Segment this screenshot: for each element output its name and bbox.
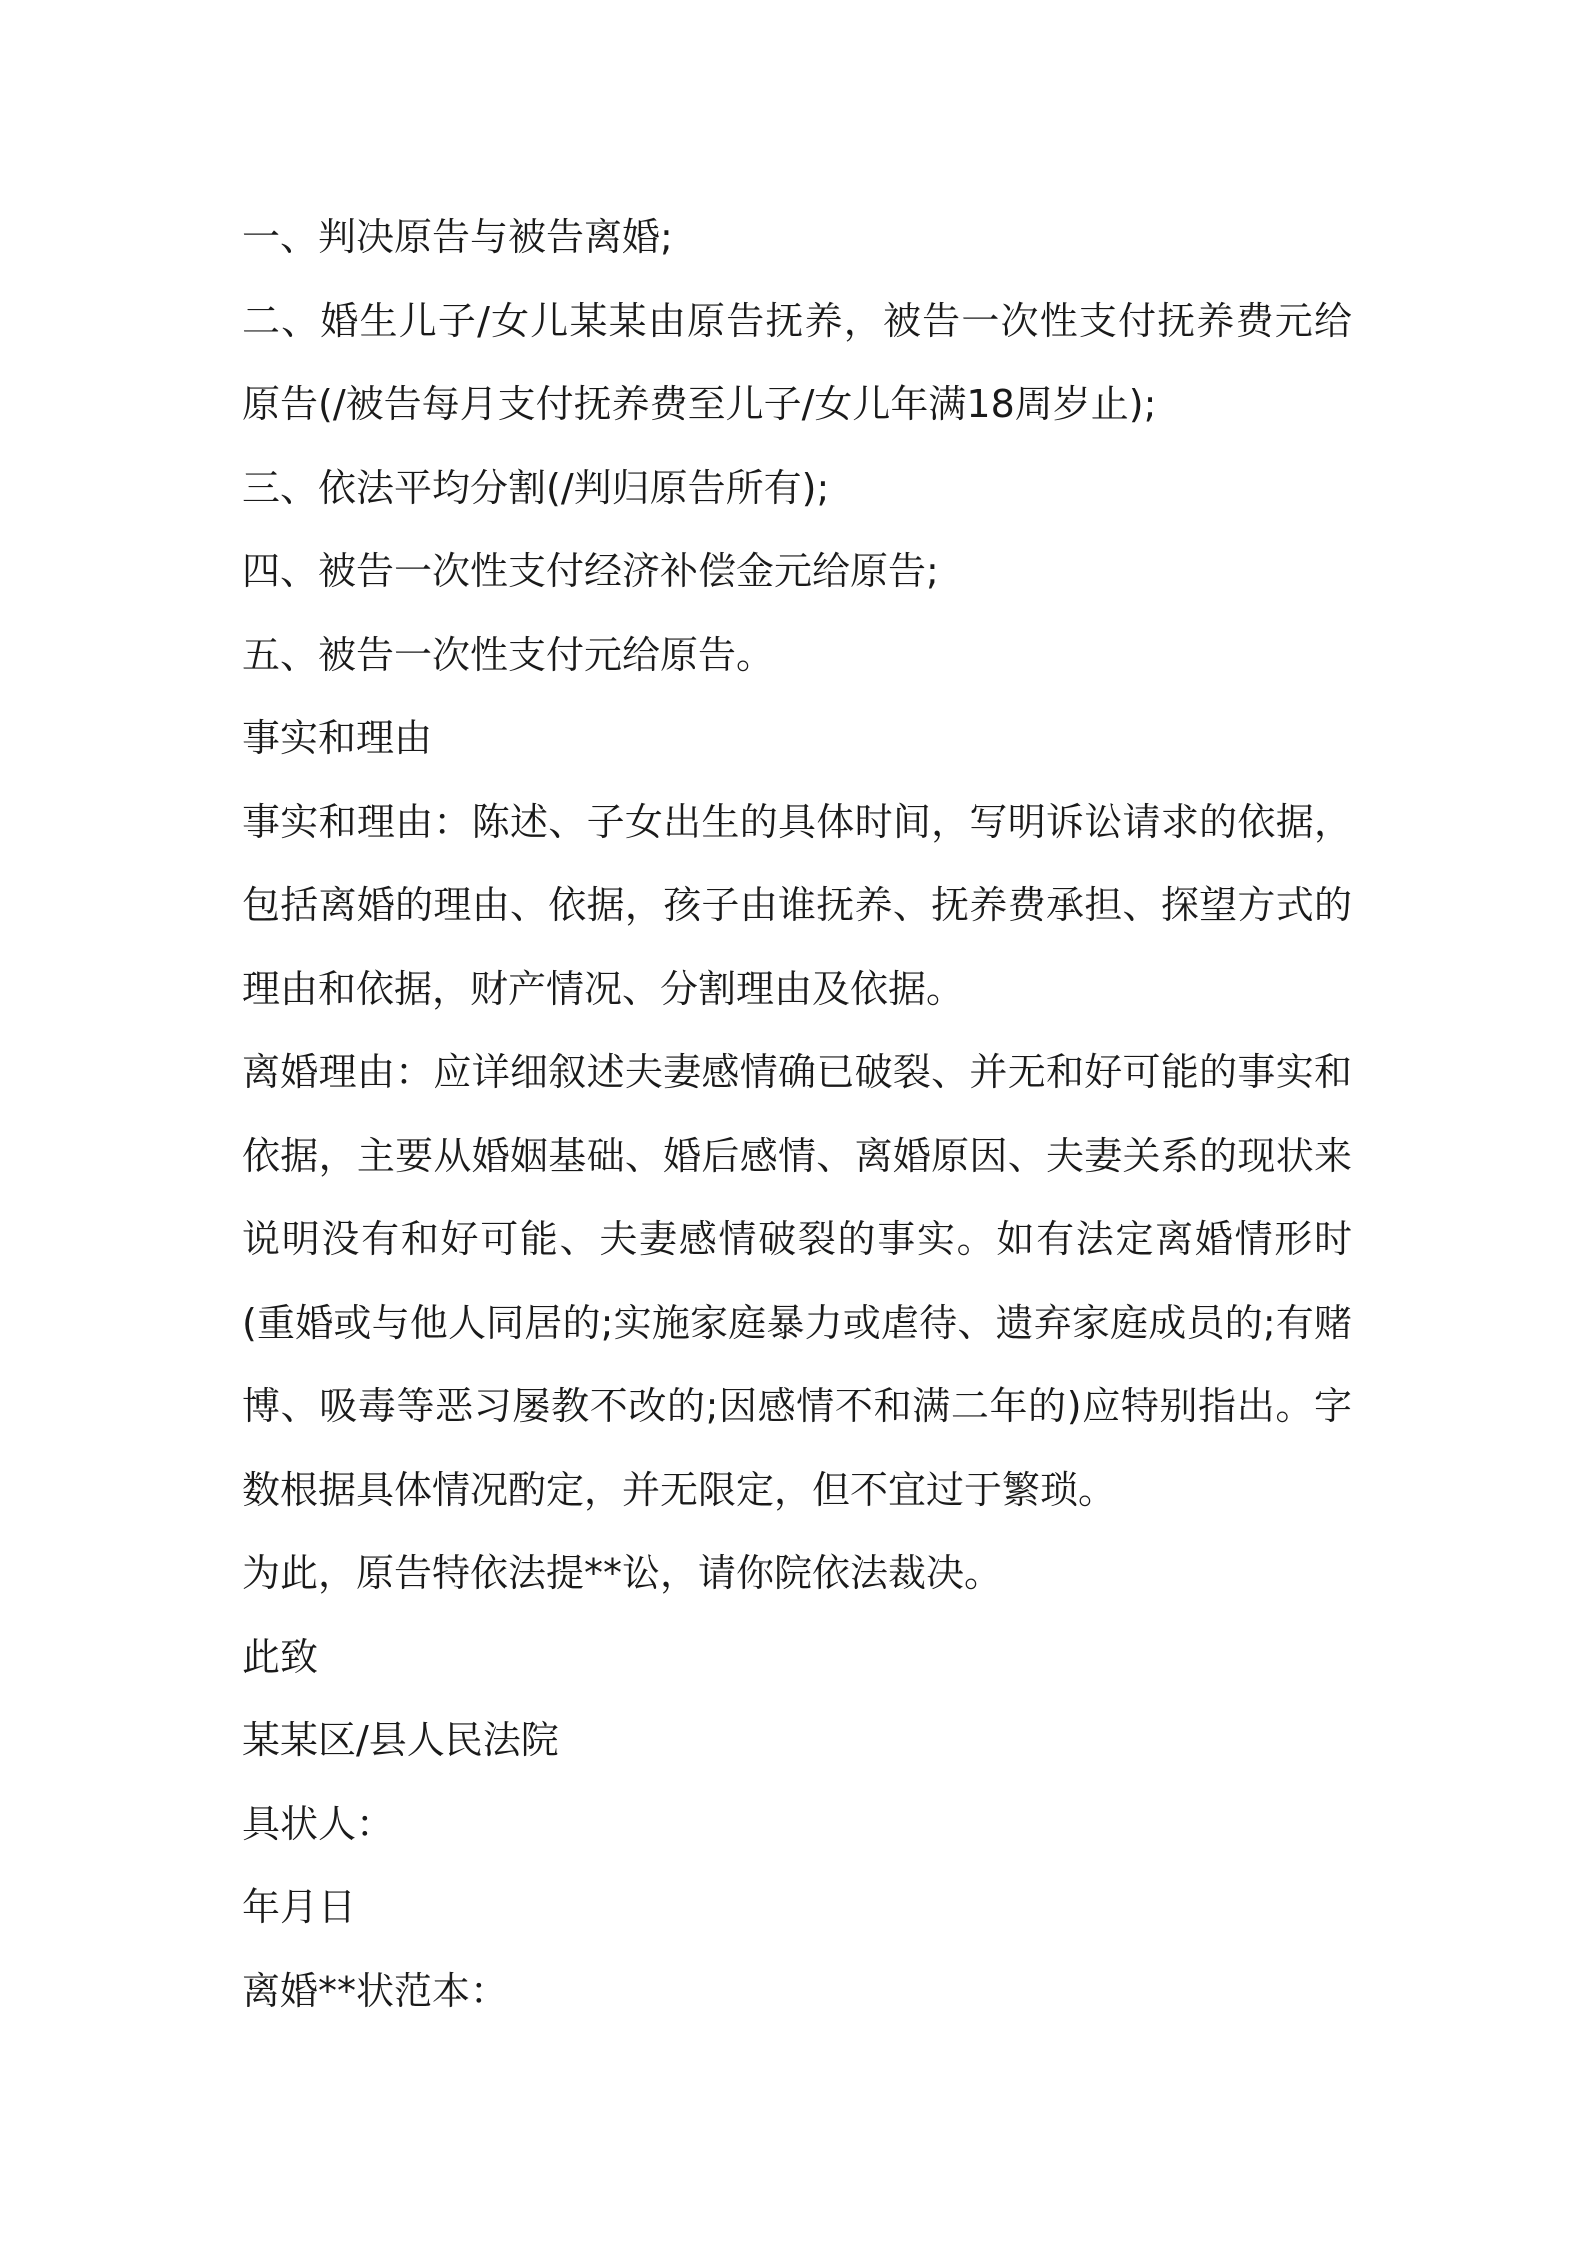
section-heading: 事实和理由: [242, 716, 433, 760]
claim-item-1: 一、判决原告与被告离婚;: [242, 215, 673, 259]
document-body: [242, 196, 1352, 2033]
salutation: 此致: [242, 1634, 319, 1679]
claim-item-2: 二、婚生儿子/女儿某某由原告抚养，被告一次性支付抚养费元给原告(/被告每月支付抚养费至儿子/女儿年满18周岁止);: [242, 298, 1352, 426]
claim-item-4: 四、被告一次性支付经济补偿金元给原告;: [242, 549, 939, 593]
conclusion-paragraph: 为此，原告特依法提**讼，请你院依法裁决。: [242, 1551, 1003, 1595]
facts-paragraph: 事实和理由：陈述、子女出生的具体时间，写明诉讼请求的依据，包括离婚的理由、依据，孩子由谁抚养、抚养费承担、探望方式的理由和依据，财产情况、分割理由及依据。: [242, 799, 1352, 1011]
template-heading: 离婚**状范本：: [242, 1968, 509, 2013]
date-label: 年月日: [242, 1885, 357, 1929]
claim-item-3: 三、依法平均分割(/判归原告所有);: [242, 465, 830, 510]
divorce-reason-paragraph: 离婚理由：应详细叙述夫妻感情确已破裂、并无和好可能的事实和依据，主要从婚姻基础、婚后感情、离婚原因、夫妻关系的现状来说明没有和好可能、夫妻感情破裂的事实。如有法定离婚情形时(重婚或与他人同居的;实施家庭暴力或虐待、遗弃家庭成员的;有赌博、吸毒等恶习屡教不改的;因感情不和满二年的)应特别指出。字数根据具体情况酌定，并无限定，但不宜过于繁琐。: [242, 1050, 1352, 1512]
court-name: 某某区/县人民法院: [242, 1718, 559, 1762]
signatory-label: 具状人：: [242, 1801, 395, 1846]
claim-item-5: 五、被告一次性支付元给原告。: [242, 632, 775, 677]
